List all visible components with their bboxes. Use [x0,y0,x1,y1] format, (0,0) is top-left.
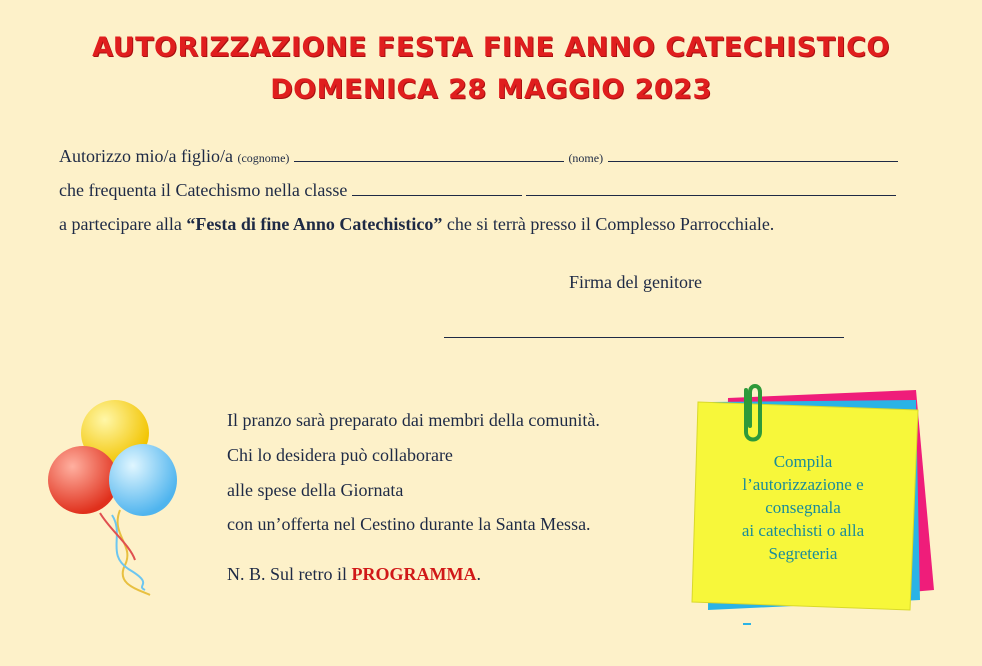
nome-label: (nome) [568,151,604,165]
form-line-class [59,180,896,199]
nb-prefix: N. B. Sul retro il [227,564,347,584]
cognome-field[interactable] [294,146,564,162]
note-line-2: l’autorizzazione e [742,475,864,494]
form-line-event [59,215,774,233]
note-line-4: ai catechisti o alla [741,521,865,540]
line2-prefix: che frequenta il Catechismo nella classe [59,180,348,200]
note-line-5: Segreteria [768,544,838,563]
nb-line [227,564,481,585]
info-line-3: alle spese della Giornata [227,480,404,500]
info-line-1: Il pranzo sarà preparato dai membri della comunità. [227,410,600,430]
signature-field[interactable] [444,337,844,338]
class-field[interactable] [352,180,522,196]
signature-label: Firma del genitore [569,272,702,292]
note-line-1: Compila [773,452,833,471]
nome-field[interactable] [608,146,898,162]
info-line-4: con un’offerta nel Cestino durante la Santa Messa. [227,514,591,534]
nb-suffix: . [476,564,481,584]
balloons-illustration [40,395,190,605]
form-line-child-name [59,146,898,165]
cognome-label: (cognome) [237,151,290,165]
title-line-1: AUTORIZZAZIONE FESTA FINE ANNO CATECHISTICO [92,32,890,63]
line3-after: che si terrà presso il Complesso Parrocchiale. [446,214,775,234]
line1-prefix: Autorizzo mio/a figlio/a [59,146,233,166]
sticky-note-text [718,450,888,565]
title-line-2: DOMENICA 28 MAGGIO 2023 [270,74,712,105]
line3-before: a partecipare alla [59,214,182,234]
event-name: “Festa di fine Anno Catechistico” [186,214,443,234]
info-line-2: Chi lo desidera può collaborare [227,445,453,465]
program-highlight: PROGRAMMA [351,564,477,584]
note-line-3: consegnala [765,498,841,517]
class-extra-field[interactable] [526,180,896,196]
